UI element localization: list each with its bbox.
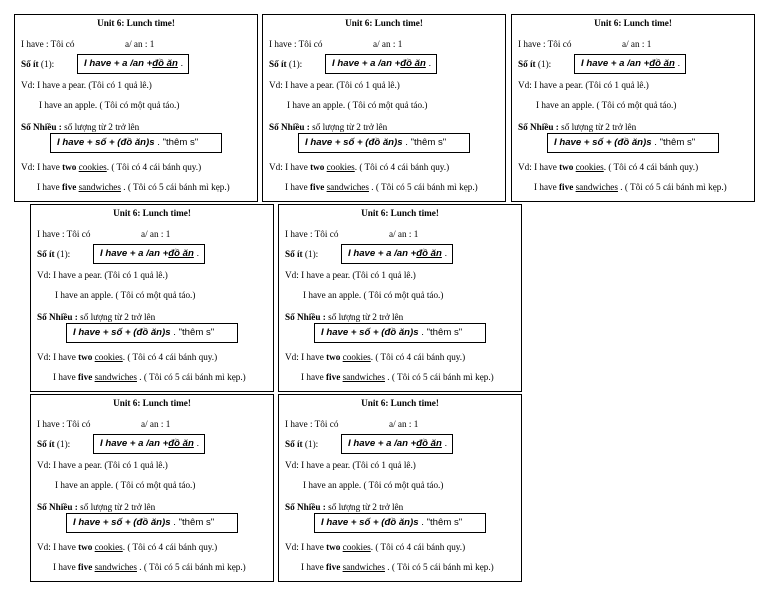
singular-label: Số ít: [518, 59, 536, 69]
article-note: a/ an : 1: [389, 229, 419, 239]
example-apple: I have an apple. ( Tôi có một quả táo.): [536, 100, 677, 110]
singular-line: [285, 440, 318, 449]
ex4-e: . ( Tôi có 5 cái bánh mì kẹp.): [136, 562, 246, 572]
plural-formula-note: . "thêm s": [405, 137, 447, 149]
singular-formula-food: đồ ăn: [400, 58, 426, 70]
singular-num: (1):: [56, 439, 71, 449]
example-cookies: [269, 163, 449, 172]
singular-num: (1):: [304, 439, 319, 449]
article-note: a/ an : 1: [125, 39, 155, 49]
singular-formula-food: đồ ăn: [152, 58, 178, 70]
card-title: Unit 6: Lunch time!: [594, 18, 672, 28]
lesson-card: [278, 394, 522, 582]
example-apple: I have an apple. ( Tôi có một quả táo.): [287, 100, 428, 110]
article-note: a/ an : 1: [141, 229, 171, 239]
plural-desc: số lượng từ 2 trở lên: [77, 502, 156, 512]
have-line: [37, 229, 171, 239]
example-pear: Vd: I have a pear. (Tôi có 1 quả lê.): [37, 270, 168, 280]
plural-desc: số lượng từ 2 trở lên: [61, 122, 140, 132]
singular-formula-box: [574, 54, 686, 74]
singular-formula: I have + a /an +: [100, 438, 169, 450]
ex3-d: cookies: [94, 542, 123, 552]
plural-formula-box: [298, 133, 470, 153]
singular-formula: I have + a /an +: [348, 438, 417, 450]
example-sandwiches: [53, 373, 246, 382]
plural-line: [285, 313, 403, 322]
plural-formula-box: [314, 323, 486, 343]
plural-formula: I have + số + (đồ ăn)s: [321, 327, 419, 339]
plural-label: Số Nhiều :: [21, 122, 62, 132]
singular-formula-end: .: [444, 248, 448, 260]
ex4-a: I have: [53, 372, 78, 382]
plural-label: Số Nhiều :: [37, 502, 78, 512]
singular-line: [37, 250, 70, 259]
ex4-a: I have: [285, 182, 310, 192]
example-sandwiches: [53, 563, 246, 572]
card-title: Unit 6: Lunch time!: [345, 18, 423, 28]
plural-label: Số Nhiều :: [37, 312, 78, 322]
ex3-b: two: [310, 162, 325, 172]
example-pear: Vd: I have a pear. (Tôi có 1 quả lê.): [269, 80, 400, 90]
ex3-d: cookies: [326, 162, 355, 172]
singular-line: [269, 60, 302, 69]
have-line: [21, 39, 155, 49]
ex3-e: . ( Tôi có 4 cái bánh quy.): [354, 162, 450, 172]
example-apple: I have an apple. ( Tôi có một quả táo.): [39, 100, 180, 110]
lesson-card: [14, 14, 258, 202]
singular-num: (1):: [56, 249, 71, 259]
ex3-a: Vd: I have: [518, 162, 560, 172]
singular-formula-food: đồ ăn: [416, 438, 442, 450]
singular-formula-food: đồ ăn: [168, 248, 194, 260]
plural-line: [285, 503, 403, 512]
have-line: [269, 39, 403, 49]
plural-desc: số lượng từ 2 trở lên: [77, 312, 156, 322]
singular-line: [21, 60, 54, 69]
plural-formula-box: [314, 513, 486, 533]
plural-formula-note: . "thêm s": [157, 137, 199, 149]
plural-formula: I have + số + (đồ ăn)s: [321, 517, 419, 529]
ex4-e: . ( Tôi có 5 cái bánh mì kẹp.): [617, 182, 727, 192]
singular-label: Số ít: [37, 249, 55, 259]
singular-formula-box: [77, 54, 189, 74]
singular-formula-box: [93, 434, 205, 454]
plural-desc: số lượng từ 2 trở lên: [558, 122, 637, 132]
ex4-e: . ( Tôi có 5 cái bánh mì kẹp.): [136, 372, 246, 382]
plural-formula-note: . "thêm s": [421, 517, 463, 529]
example-pear: Vd: I have a pear. (Tôi có 1 quả lê.): [285, 270, 416, 280]
ex3-e: . ( Tôi có 4 cái bánh quy.): [122, 542, 218, 552]
article-note: a/ an : 1: [141, 419, 171, 429]
ex3-d: cookies: [94, 352, 123, 362]
lesson-card: [278, 204, 522, 392]
ex4-d: sandwiches: [94, 562, 137, 572]
ex4-b: five: [326, 372, 341, 382]
singular-label: Số ít: [285, 249, 303, 259]
example-pear: Vd: I have a pear. (Tôi có 1 quả lê.): [21, 80, 152, 90]
plural-formula-box: [547, 133, 719, 153]
plural-formula: I have + số + (đồ ăn)s: [57, 137, 155, 149]
ex3-a: Vd: I have: [269, 162, 311, 172]
ex3-a: Vd: I have: [37, 542, 79, 552]
ex3-b: two: [62, 162, 77, 172]
singular-formula-end: .: [196, 438, 200, 450]
plural-formula: I have + số + (đồ ăn)s: [554, 137, 652, 149]
ex4-b: five: [62, 182, 77, 192]
plural-desc: số lượng từ 2 trở lên: [309, 122, 388, 132]
ex3-e: . ( Tôi có 4 cái bánh quy.): [370, 542, 466, 552]
example-cookies: [518, 163, 698, 172]
example-apple: I have an apple. ( Tôi có một quả táo.): [303, 290, 444, 300]
ex4-d: sandwiches: [342, 562, 385, 572]
have-label: I have : Tôi có: [269, 39, 323, 49]
singular-num: (1):: [537, 59, 552, 69]
singular-formula: I have + a /an +: [581, 58, 650, 70]
plural-label: Số Nhiều :: [285, 312, 326, 322]
ex4-d: sandwiches: [94, 372, 137, 382]
singular-line: [37, 440, 70, 449]
ex3-b: two: [326, 352, 341, 362]
singular-label: Số ít: [21, 59, 39, 69]
ex3-b: two: [559, 162, 574, 172]
have-line: [37, 419, 171, 429]
article-note: a/ an : 1: [373, 39, 403, 49]
card-title: Unit 6: Lunch time!: [361, 208, 439, 218]
plural-line: [518, 123, 636, 132]
singular-formula-end: .: [180, 58, 184, 70]
ex4-e: . ( Tôi có 5 cái bánh mì kẹp.): [384, 372, 494, 382]
singular-formula-food: đồ ăn: [168, 438, 194, 450]
ex4-e: . ( Tôi có 5 cái bánh mì kẹp.): [384, 562, 494, 572]
plural-label: Số Nhiều :: [518, 122, 559, 132]
singular-num: (1):: [288, 59, 303, 69]
plural-desc: số lượng từ 2 trở lên: [325, 502, 404, 512]
singular-formula-end: .: [428, 58, 432, 70]
singular-formula-box: [93, 244, 205, 264]
ex4-b: five: [310, 182, 325, 192]
ex3-d: cookies: [575, 162, 604, 172]
singular-formula-box: [341, 244, 453, 264]
ex3-b: two: [78, 352, 93, 362]
ex3-a: Vd: I have: [37, 352, 79, 362]
singular-formula: I have + a /an +: [332, 58, 401, 70]
example-cookies: [37, 353, 217, 362]
ex3-d: cookies: [78, 162, 107, 172]
card-title: Unit 6: Lunch time!: [97, 18, 175, 28]
example-apple: I have an apple. ( Tôi có một quả táo.): [303, 480, 444, 490]
card-title: Unit 6: Lunch time!: [361, 398, 439, 408]
example-pear: Vd: I have a pear. (Tôi có 1 quả lê.): [37, 460, 168, 470]
lesson-card: [30, 394, 274, 582]
article-note: a/ an : 1: [622, 39, 652, 49]
ex3-d: cookies: [342, 352, 371, 362]
plural-line: [21, 123, 139, 132]
singular-formula: I have + a /an +: [100, 248, 169, 260]
example-pear: Vd: I have a pear. (Tôi có 1 quả lê.): [285, 460, 416, 470]
ex3-a: Vd: I have: [285, 542, 327, 552]
plural-formula-note: . "thêm s": [173, 517, 215, 529]
plural-formula: I have + số + (đồ ăn)s: [305, 137, 403, 149]
have-label: I have : Tôi có: [21, 39, 75, 49]
example-apple: I have an apple. ( Tôi có một quả táo.): [55, 480, 196, 490]
plural-formula-box: [50, 133, 222, 153]
singular-formula-food: đồ ăn: [649, 58, 675, 70]
plural-line: [269, 123, 387, 132]
ex4-b: five: [559, 182, 574, 192]
ex4-a: I have: [301, 372, 326, 382]
singular-formula-end: .: [196, 248, 200, 260]
plural-formula-note: . "thêm s": [654, 137, 696, 149]
plural-formula-box: [66, 323, 238, 343]
lesson-card: [511, 14, 755, 202]
singular-num: (1):: [40, 59, 55, 69]
singular-line: [285, 250, 318, 259]
plural-label: Số Nhiều :: [269, 122, 310, 132]
plural-formula-box: [66, 513, 238, 533]
example-pear: Vd: I have a pear. (Tôi có 1 quả lê.): [518, 80, 649, 90]
singular-label: Số ít: [285, 439, 303, 449]
singular-label: Số ít: [37, 439, 55, 449]
ex4-d: sandwiches: [575, 182, 618, 192]
ex3-e: . ( Tôi có 4 cái bánh quy.): [603, 162, 699, 172]
ex4-a: I have: [301, 562, 326, 572]
singular-formula-end: .: [677, 58, 681, 70]
example-sandwiches: [301, 563, 494, 572]
ex3-d: cookies: [342, 542, 371, 552]
singular-label: Số ít: [269, 59, 287, 69]
example-cookies: [285, 353, 465, 362]
singular-formula-box: [341, 434, 453, 454]
plural-line: [37, 313, 155, 322]
ex4-e: . ( Tôi có 5 cái bánh mì kẹp.): [368, 182, 478, 192]
singular-num: (1):: [304, 249, 319, 259]
ex4-e: . ( Tôi có 5 cái bánh mì kẹp.): [120, 182, 230, 192]
ex4-b: five: [78, 372, 93, 382]
ex3-e: . ( Tôi có 4 cái bánh quy.): [370, 352, 466, 362]
ex4-a: I have: [534, 182, 559, 192]
ex4-b: five: [78, 562, 93, 572]
ex4-d: sandwiches: [342, 372, 385, 382]
have-label: I have : Tôi có: [518, 39, 572, 49]
example-cookies: [285, 543, 465, 552]
example-sandwiches: [37, 183, 230, 192]
ex3-e: . ( Tôi có 4 cái bánh quy.): [122, 352, 218, 362]
plural-line: [37, 503, 155, 512]
singular-formula: I have + a /an +: [84, 58, 153, 70]
ex4-d: sandwiches: [326, 182, 369, 192]
example-cookies: [21, 163, 201, 172]
ex4-b: five: [326, 562, 341, 572]
singular-formula: I have + a /an +: [348, 248, 417, 260]
card-title: Unit 6: Lunch time!: [113, 208, 191, 218]
have-label: I have : Tôi có: [37, 229, 91, 239]
example-apple: I have an apple. ( Tôi có một quả táo.): [55, 290, 196, 300]
lesson-card: [30, 204, 274, 392]
have-line: [285, 419, 419, 429]
ex3-b: two: [78, 542, 93, 552]
example-sandwiches: [285, 183, 478, 192]
example-cookies: [37, 543, 217, 552]
example-sandwiches: [534, 183, 727, 192]
ex4-a: I have: [53, 562, 78, 572]
ex4-a: I have: [37, 182, 62, 192]
have-label: I have : Tôi có: [285, 419, 339, 429]
plural-formula-note: . "thêm s": [173, 327, 215, 339]
article-note: a/ an : 1: [389, 419, 419, 429]
plural-formula-note: . "thêm s": [421, 327, 463, 339]
ex4-d: sandwiches: [78, 182, 121, 192]
plural-desc: số lượng từ 2 trở lên: [325, 312, 404, 322]
plural-formula: I have + số + (đồ ăn)s: [73, 327, 171, 339]
lesson-card: [262, 14, 506, 202]
ex3-a: Vd: I have: [285, 352, 327, 362]
singular-formula-end: .: [444, 438, 448, 450]
singular-line: [518, 60, 551, 69]
have-label: I have : Tôi có: [37, 419, 91, 429]
ex3-b: two: [326, 542, 341, 552]
singular-formula-food: đồ ăn: [416, 248, 442, 260]
have-line: [285, 229, 419, 239]
plural-formula: I have + số + (đồ ăn)s: [73, 517, 171, 529]
example-sandwiches: [301, 373, 494, 382]
ex3-e: . ( Tôi có 4 cái bánh quy.): [106, 162, 202, 172]
ex3-a: Vd: I have: [21, 162, 63, 172]
singular-formula-box: [325, 54, 437, 74]
have-label: I have : Tôi có: [285, 229, 339, 239]
plural-label: Số Nhiều :: [285, 502, 326, 512]
have-line: [518, 39, 652, 49]
card-title: Unit 6: Lunch time!: [113, 398, 191, 408]
